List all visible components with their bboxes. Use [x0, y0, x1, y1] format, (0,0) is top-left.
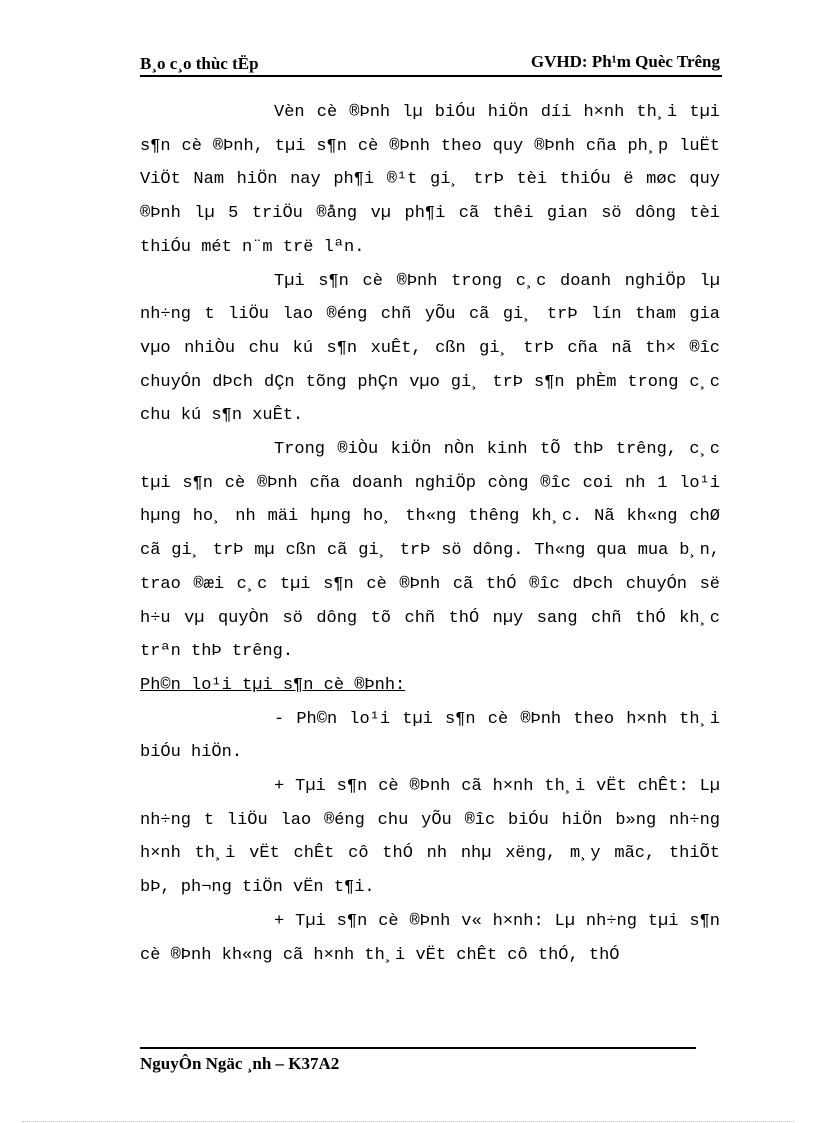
- footer-rule: [140, 1047, 696, 1049]
- paragraph-fixed-capital-definition: Vèn cè ®Þnh lµ biÓu hiÖn díi h×nh th¸i tµi s¶n cè ®Þnh, tµi s¶n cè ®Þnh theo quy ®Þnh cña ph¸p luËt ViÖt Nam hiÖn nay ph¶i ®¹t gi¸ trÞ tèi thiÓu ë møc quy ®Þnh lµ 5 triÖu ®ång vµ ph¶i cã thêi gian sö dông tèi thiÓu mét n¨m trë lªn.: [140, 103, 720, 257]
- paragraph-fixed-assets-role: Tµi s¶n cè ®Þnh trong c¸c doanh nghiÖp lµ nh÷ng t liÖu lao ®éng chñ yÕu cã gi¸ trÞ lín tham gia vµo nhiÒu chu kú s¶n xuÊt, cßn gi¸ trÞ cña nã th× ®îc chuyÓn dÞch dÇn tõng phÇn vµo gi¸ trÞ s¶n phÈm trong c¸c chu kú s¶n xuÊt.: [140, 271, 720, 426]
- document-body: [140, 96, 720, 972]
- header-supervisor: GVHD: Ph¹m Quèc Trêng: [530, 52, 720, 71]
- paragraph-tangible-assets: + Tµi s¶n cè ®Þnh cã h×nh th¸i vËt chÊt: Lµ nh÷ng t liÖu lao ®éng chu yÕu ®îc biÓu hiÖn b»ng nh÷ng h×nh th¸i vËt chÊt cô thÓ nh nhµ xëng, m¸y mãc, thiÕt bÞ, ph¬ng tiÖn vËn t¶i.: [140, 777, 720, 898]
- page-bottom-edge: [22, 1121, 794, 1122]
- header-rule: [140, 75, 722, 77]
- page-header: [140, 52, 720, 76]
- paragraph-intangible-assets: + Tµi s¶n cè ®Þnh v« h×nh: Lµ nh÷ng tµi s¶n cè ®Þnh kh«ng cã h×nh th¸i vËt chÊt cô thÓ, thÓ: [140, 911, 720, 965]
- section-heading-classification: Ph©n lo¹i tµi s¶n cè ®Þnh:: [140, 675, 406, 695]
- page-footer-author: NguyÔn Ngäc ¸nh – K37A2: [140, 1054, 340, 1073]
- paragraph-classification-by-form: - Ph©n lo¹i tµi s¶n cè ®Þnh theo h×nh th¸i biÓu hiÖn.: [140, 709, 720, 763]
- header-report-title: B¸o c¸o thùc tËp: [140, 54, 259, 73]
- paragraph-market-economy: Trong ®iÒu kiÖn nÒn kinh tÕ thÞ trêng, c¸c tµi s¶n cè ®Þnh cña doanh nghiÖp còng ®îc coi nh 1 lo¹i hµng ho¸ nh mäi hµng ho¸ th«ng thêng kh¸c. Nã kh«ng chØ cã gi¸ trÞ mµ cßn cã gi¸ trÞ sö dông. Th«ng qua mua b¸n, trao ®æi c¸c tµi s¶n cè ®Þnh cã thÓ ®îc dÞch chuyÓn së h÷u vµ quyÒn sö dông tõ chñ thÓ nµy sang chñ thÓ kh¸c trªn thÞ trêng.: [140, 440, 720, 662]
